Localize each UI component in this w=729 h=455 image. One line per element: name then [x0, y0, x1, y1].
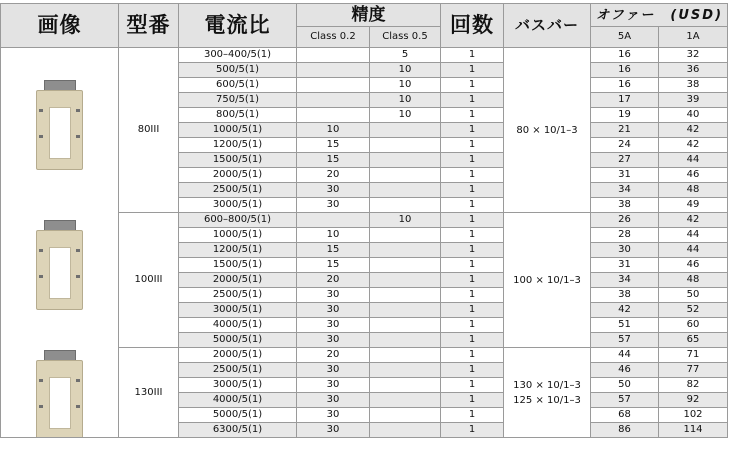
- price-5a-cell: 34: [591, 273, 659, 288]
- turns-cell: 1: [441, 108, 504, 123]
- class02-cell: 20: [297, 273, 370, 288]
- turns-cell: 1: [441, 303, 504, 318]
- price-1a-cell: 48: [659, 273, 728, 288]
- header-class02: Class 0.2: [297, 27, 370, 48]
- turns-cell: 1: [441, 393, 504, 408]
- current-ratio-cell: 2000/5(1): [179, 273, 297, 288]
- turns-cell: 1: [441, 213, 504, 228]
- current-ratio-cell: 1200/5(1): [179, 243, 297, 258]
- price-5a-cell: 16: [591, 78, 659, 93]
- header-price-1a: 1A: [659, 27, 728, 48]
- class02-cell: 30: [297, 303, 370, 318]
- current-ratio-cell: 4000/5(1): [179, 393, 297, 408]
- price-1a-cell: 50: [659, 288, 728, 303]
- current-ratio-cell: 1500/5(1): [179, 258, 297, 273]
- current-ratio-cell: 600/5(1): [179, 78, 297, 93]
- price-5a-cell: 27: [591, 153, 659, 168]
- header-ratio: 電流比: [179, 4, 297, 48]
- current-transformer-image: [36, 78, 83, 170]
- busbar-line: 130 × 10/1–3: [513, 379, 581, 391]
- class05-cell: [370, 198, 441, 213]
- class05-cell: 10: [370, 213, 441, 228]
- price-1a-cell: 40: [659, 108, 728, 123]
- price-1a-cell: 46: [659, 168, 728, 183]
- price-1a-cell: 114: [659, 423, 728, 438]
- price-5a-cell: 51: [591, 318, 659, 333]
- class05-cell: [370, 318, 441, 333]
- price-5a-cell: 57: [591, 393, 659, 408]
- current-ratio-cell: 2500/5(1): [179, 363, 297, 378]
- model-cell: 100III: [119, 213, 179, 348]
- class02-cell: 30: [297, 423, 370, 438]
- class02-cell: 30: [297, 198, 370, 213]
- turns-cell: 1: [441, 153, 504, 168]
- class05-cell: [370, 423, 441, 438]
- turns-cell: 1: [441, 348, 504, 363]
- current-ratio-cell: 1000/5(1): [179, 228, 297, 243]
- current-ratio-cell: 3000/5(1): [179, 198, 297, 213]
- price-1a-cell: 42: [659, 123, 728, 138]
- turns-cell: 1: [441, 363, 504, 378]
- price-5a-cell: 26: [591, 213, 659, 228]
- current-ratio-cell: 300–400/5(1): [179, 48, 297, 63]
- current-ratio-cell: 2500/5(1): [179, 183, 297, 198]
- class02-cell: 15: [297, 138, 370, 153]
- class05-cell: [370, 123, 441, 138]
- turns-cell: 1: [441, 378, 504, 393]
- turns-cell: 1: [441, 198, 504, 213]
- table-row: [1, 48, 728, 63]
- price-5a-cell: 68: [591, 408, 659, 423]
- busbar-line: 100 × 10/1–3: [513, 274, 581, 286]
- turns-cell: 1: [441, 48, 504, 63]
- price-5a-cell: 38: [591, 288, 659, 303]
- current-ratio-cell: 3000/5(1): [179, 303, 297, 318]
- current-ratio-cell: 2000/5(1): [179, 168, 297, 183]
- class05-cell: [370, 393, 441, 408]
- class02-cell: [297, 48, 370, 63]
- class05-cell: [370, 333, 441, 348]
- price-5a-cell: 16: [591, 48, 659, 63]
- class02-cell: [297, 93, 370, 108]
- busbar-cell: [504, 348, 591, 438]
- price-1a-cell: 36: [659, 63, 728, 78]
- header-price-5a: 5A: [591, 27, 659, 48]
- class05-cell: 10: [370, 108, 441, 123]
- class05-cell: [370, 303, 441, 318]
- turns-cell: 1: [441, 243, 504, 258]
- turns-cell: 1: [441, 168, 504, 183]
- price-5a-cell: 44: [591, 348, 659, 363]
- class05-cell: [370, 363, 441, 378]
- class05-cell: 10: [370, 78, 441, 93]
- current-transformer-image: [36, 218, 83, 310]
- class02-cell: 30: [297, 183, 370, 198]
- class02-cell: [297, 213, 370, 228]
- current-ratio-cell: 1500/5(1): [179, 153, 297, 168]
- price-1a-cell: 92: [659, 393, 728, 408]
- class02-cell: 15: [297, 243, 370, 258]
- class05-cell: [370, 288, 441, 303]
- class05-cell: [370, 273, 441, 288]
- header-turns: 回数: [441, 4, 504, 48]
- turns-cell: 1: [441, 333, 504, 348]
- class05-cell: [370, 138, 441, 153]
- model-cell: 130III: [119, 348, 179, 438]
- turns-cell: 1: [441, 288, 504, 303]
- price-5a-cell: 38: [591, 198, 659, 213]
- price-5a-cell: 50: [591, 378, 659, 393]
- turns-cell: 1: [441, 258, 504, 273]
- turns-cell: 1: [441, 63, 504, 78]
- header-precision: 精度: [297, 4, 441, 27]
- class05-cell: [370, 348, 441, 363]
- turns-cell: 1: [441, 78, 504, 93]
- turns-cell: 1: [441, 93, 504, 108]
- price-1a-cell: 42: [659, 213, 728, 228]
- turns-cell: 1: [441, 423, 504, 438]
- class05-cell: 10: [370, 63, 441, 78]
- turns-cell: 1: [441, 408, 504, 423]
- class05-cell: [370, 183, 441, 198]
- current-ratio-cell: 2000/5(1): [179, 348, 297, 363]
- class02-cell: 10: [297, 228, 370, 243]
- price-1a-cell: 60: [659, 318, 728, 333]
- turns-cell: 1: [441, 273, 504, 288]
- class02-cell: 20: [297, 168, 370, 183]
- price-5a-cell: 19: [591, 108, 659, 123]
- current-ratio-cell: 4000/5(1): [179, 318, 297, 333]
- current-transformer-image: [36, 348, 83, 438]
- class02-cell: 30: [297, 408, 370, 423]
- class05-cell: [370, 153, 441, 168]
- current-ratio-cell: 6300/5(1): [179, 423, 297, 438]
- busbar-cell: [504, 48, 591, 213]
- price-1a-cell: 44: [659, 153, 728, 168]
- price-5a-cell: 31: [591, 168, 659, 183]
- price-1a-cell: 77: [659, 363, 728, 378]
- class02-cell: [297, 78, 370, 93]
- price-5a-cell: 57: [591, 333, 659, 348]
- current-ratio-cell: 750/5(1): [179, 93, 297, 108]
- price-1a-cell: 39: [659, 93, 728, 108]
- class02-cell: 30: [297, 378, 370, 393]
- class05-cell: [370, 168, 441, 183]
- header-offer: オファー (USD): [591, 4, 728, 27]
- current-ratio-cell: 800/5(1): [179, 108, 297, 123]
- class02-cell: 30: [297, 288, 370, 303]
- price-1a-cell: 42: [659, 138, 728, 153]
- class05-cell: [370, 378, 441, 393]
- current-ratio-cell: 5000/5(1): [179, 408, 297, 423]
- turns-cell: 1: [441, 228, 504, 243]
- price-5a-cell: 24: [591, 138, 659, 153]
- class02-cell: 15: [297, 153, 370, 168]
- class02-cell: 30: [297, 363, 370, 378]
- current-ratio-cell: 500/5(1): [179, 63, 297, 78]
- current-ratio-cell: 3000/5(1): [179, 378, 297, 393]
- class02-cell: 30: [297, 333, 370, 348]
- busbar-line: 80 × 10/1–3: [516, 124, 578, 136]
- price-5a-cell: 34: [591, 183, 659, 198]
- model-cell: 80III: [119, 48, 179, 213]
- price-1a-cell: 49: [659, 198, 728, 213]
- class05-cell: 5: [370, 48, 441, 63]
- price-1a-cell: 65: [659, 333, 728, 348]
- busbar-cell: [504, 213, 591, 348]
- price-1a-cell: 44: [659, 243, 728, 258]
- current-ratio-cell: 1200/5(1): [179, 138, 297, 153]
- price-5a-cell: 86: [591, 423, 659, 438]
- price-5a-cell: 28: [591, 228, 659, 243]
- price-1a-cell: 46: [659, 258, 728, 273]
- product-images-cell: [1, 48, 119, 438]
- turns-cell: 1: [441, 183, 504, 198]
- class05-cell: [370, 243, 441, 258]
- header-busbar: バスバー: [504, 4, 591, 48]
- current-ratio-cell: 5000/5(1): [179, 333, 297, 348]
- class02-cell: [297, 108, 370, 123]
- class05-cell: [370, 258, 441, 273]
- price-1a-cell: 38: [659, 78, 728, 93]
- price-5a-cell: 21: [591, 123, 659, 138]
- price-1a-cell: 48: [659, 183, 728, 198]
- turns-cell: 1: [441, 123, 504, 138]
- current-ratio-cell: 2500/5(1): [179, 288, 297, 303]
- class05-cell: 10: [370, 93, 441, 108]
- price-1a-cell: 32: [659, 48, 728, 63]
- class02-cell: 20: [297, 348, 370, 363]
- turns-cell: 1: [441, 138, 504, 153]
- price-5a-cell: 17: [591, 93, 659, 108]
- price-1a-cell: 52: [659, 303, 728, 318]
- table-body: [1, 48, 728, 438]
- current-ratio-cell: 1000/5(1): [179, 123, 297, 138]
- class02-cell: 30: [297, 393, 370, 408]
- class05-cell: [370, 408, 441, 423]
- class02-cell: [297, 63, 370, 78]
- price-1a-cell: 102: [659, 408, 728, 423]
- busbar-line: 125 × 10/1–3: [513, 394, 581, 406]
- price-1a-cell: 82: [659, 378, 728, 393]
- class02-cell: 15: [297, 258, 370, 273]
- price-5a-cell: 42: [591, 303, 659, 318]
- price-table: [0, 3, 728, 438]
- price-5a-cell: 46: [591, 363, 659, 378]
- header-model: 型番: [119, 4, 179, 48]
- price-5a-cell: 31: [591, 258, 659, 273]
- price-1a-cell: 44: [659, 228, 728, 243]
- header-image: 画像: [1, 4, 119, 48]
- class05-cell: [370, 228, 441, 243]
- price-5a-cell: 30: [591, 243, 659, 258]
- price-1a-cell: 71: [659, 348, 728, 363]
- class02-cell: 30: [297, 318, 370, 333]
- current-ratio-cell: 600–800/5(1): [179, 213, 297, 228]
- header-class05: Class 0.5: [370, 27, 441, 48]
- class02-cell: 10: [297, 123, 370, 138]
- turns-cell: 1: [441, 318, 504, 333]
- price-5a-cell: 16: [591, 63, 659, 78]
